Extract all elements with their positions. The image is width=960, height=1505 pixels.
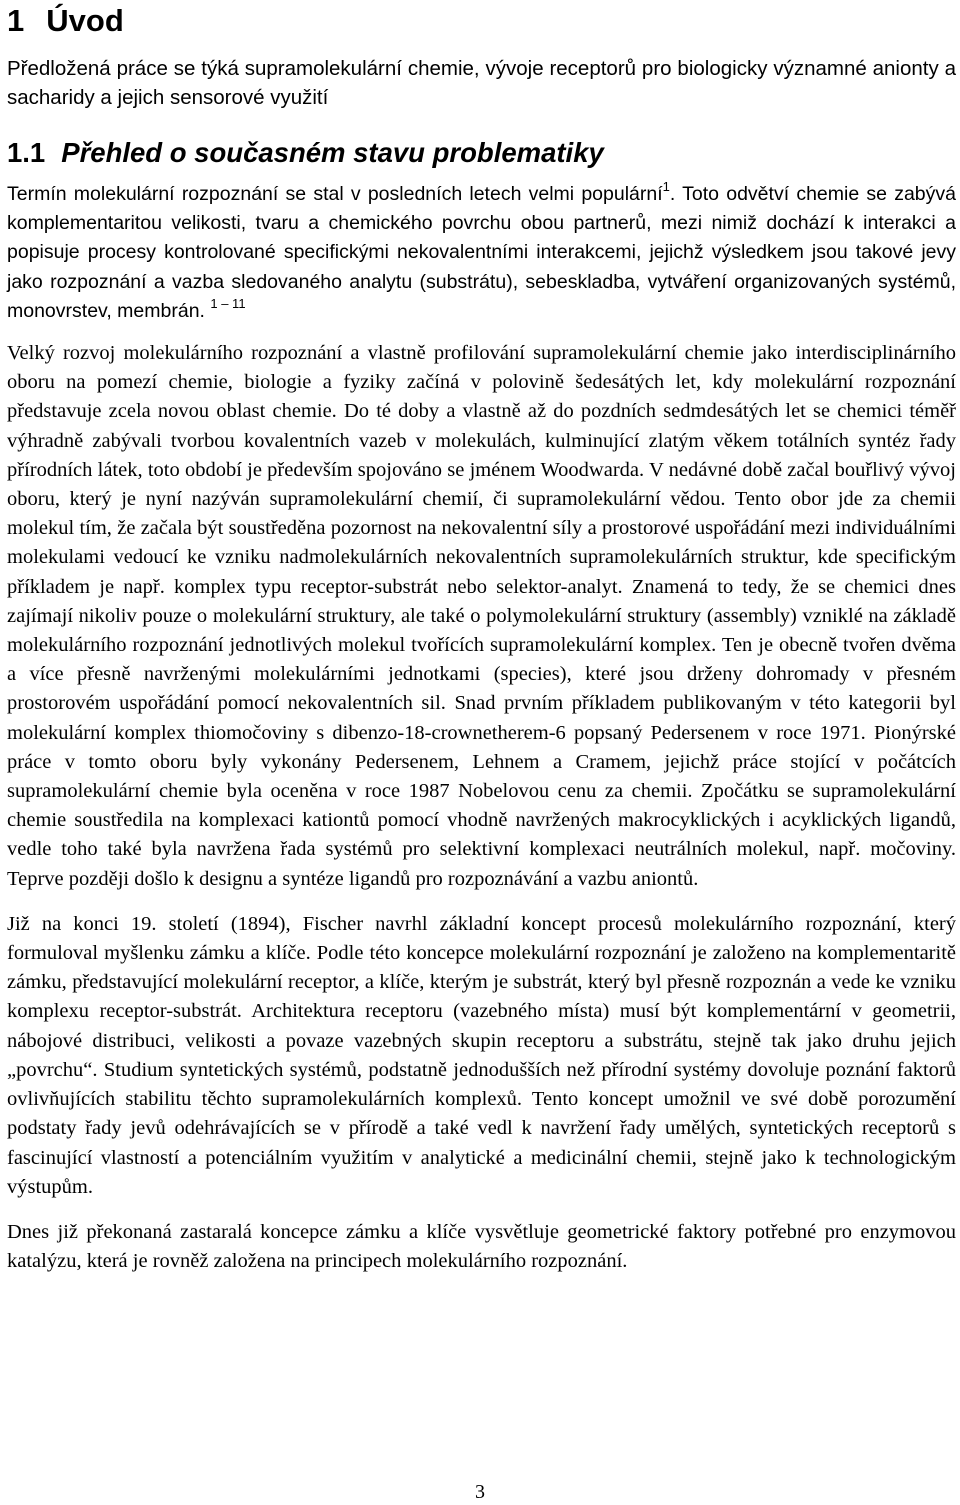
citation-ref-range: 1 – 11 (210, 295, 246, 311)
citation-ref: 1 (662, 179, 670, 194)
chapter-heading (7, 2, 956, 40)
intro-paragraph: Předložená práce se týká supramolekulární chemie, vývoje receptorů pro biologicky významné anionty a sacharidy a jejich sensorové využití (7, 57, 956, 109)
paragraph-3: Již na konci 19. století (1894), Fischer navrhl základní koncept procesů molekulárního rozpoznání, který formuloval myšlenku zámku a klíče. Podle této koncepce molekulární rozpoznání je založeno na komplementaritě zámku, představující molekulární receptor, a klíče, kterým je substrát, který byl přesně rozpoznán a vede ke vzniku komplexu receptor-substrát. Architektura receptoru (vazebného místa) musí být komplementární v geometrii, nábojové distribuci, velikosti a povaze vazebných skupin receptoru a substrátu, stejně tak jako druhu jejich „povrchu“. Studium syntetických systémů, podstatně jednodušších než přírodní systémy dovoluje poznání faktorů ovlivňujících stabilitu těchto supramolekulárních komplexů. Tento koncept umožnil ve své době porozumění podstaty řady jevů odehrávajících se v přírodě a také vedl k navržení řady umělých, syntetických receptorů s fascinující vlastností a potenciálním využitím v analytické a medicinální chemii, stejně jako k technologickým výstupům. (7, 912, 956, 1198)
paragraph-1-text-b: . Toto odvětví chemie se zabývá komplementaritou velikosti, tvaru a chemického povrchu obou partnerů, mezi nimiž dochází k interakci a popisuje procesy kontrolované specifickými nekovalentními interakcemi, jejichž výsledkem jsou takové jevy jako rozpoznání a vazba sledovaného analytu (substrátu), sebeskladba, vytváření organizovaných systémů, monovrstev, membrán. (7, 183, 956, 322)
paragraph-1-text-a: Termín molekulární rozpoznání se stal v posledních letech velmi populární (7, 183, 663, 205)
page-number: 3 (475, 1481, 485, 1503)
document-page (7, 0, 956, 1276)
section-number: 1.1 (7, 137, 46, 168)
chapter-title: Úvod (46, 3, 124, 38)
paragraph-2: Velký rozvoj molekulárního rozpoznání a vlastně profilování supramolekulární chemie jako interdisciplinárního oboru na pomezí chemie, biologie a fyziky začíná v polovině šedesátých let, kdy molekulární rozpoznání představuje zcela novou oblast chemie. Do té doby a vlastně až do pozdních sedmdesátých let se chemici téměř výhradně zabývali tvorbou kovalentních vazeb v molekulách, kulminující zlatým věkem totálních syntéz řady přírodních látek, toto období je především spojováno se jménem Woodwarda. V nedávné době začal bouřlivý vývoj oboru, který je nyní nazýván supramolekulární chemií, či supramolekulární vědou. Tento obor jde za chemii molekul tím, že začala být soustředěna pozornost na nekovalentní síly a prostorové uspořádání mezi individuálními molekulami vedoucí ke vzniku nadmolekulárních nekovalentních supramolekulárních struktur, kde specifickým příkladem je např. komplex typu receptor-substrát nebo selektor-analyt. Znamená to tedy, že se chemici dnes zajímají nikoliv pouze o molekulární struktury, ale také o polymolekulární struktury (assembly) vzniklé na základě molekulárního rozpoznání jednotlivých molekul tvořících supramolekulární komplex. Ten je obecně tvořen dvěma a více přesně navrženými molekulárními jednotkami (species), které jsou drženy dohromady v přesném prostorovém uspořádání pomocí nekovalentních sil. Snad prvním příkladem publikovaným v této kategorii byl molekulární komplex thiomočoviny s dibenzo-18-crownetherem-6 popsaný Pedersenem v roce 1971. Pionýrské práce v tomto oboru byly vykonány Pedersenem, Lehnem a Cramem, jejichž práce stojící v počátcích supramolekulární chemie byla oceněna v roce 1987 Nobelovou cenu za chemii. Zpočátku se supramolekulární chemie soustředila na komplexaci kationtů pomocí vhodně navržených makrocyklických i acyklických ligandů, vedle toho také byla navržena řada systémů pro selektivní komplexaci neutrálních molekul, např. močoviny. Teprve později došlo k designu a syntéze ligandů pro rozpoznávání a vazbu aniontů. (7, 342, 956, 890)
paragraph-4: Dnes již překonaná zastaralá koncepce zámku a klíče vysvětluje geometrické faktory potřebné pro enzymovou katalýzu, která je rovněž založena na principech molekulárního rozpoznání. (7, 1220, 956, 1273)
chapter-number: 1 (7, 3, 25, 38)
section-title: Přehled o současném stavu problematiky (61, 137, 604, 168)
section-heading (7, 135, 956, 171)
paragraph-1 (7, 180, 956, 326)
